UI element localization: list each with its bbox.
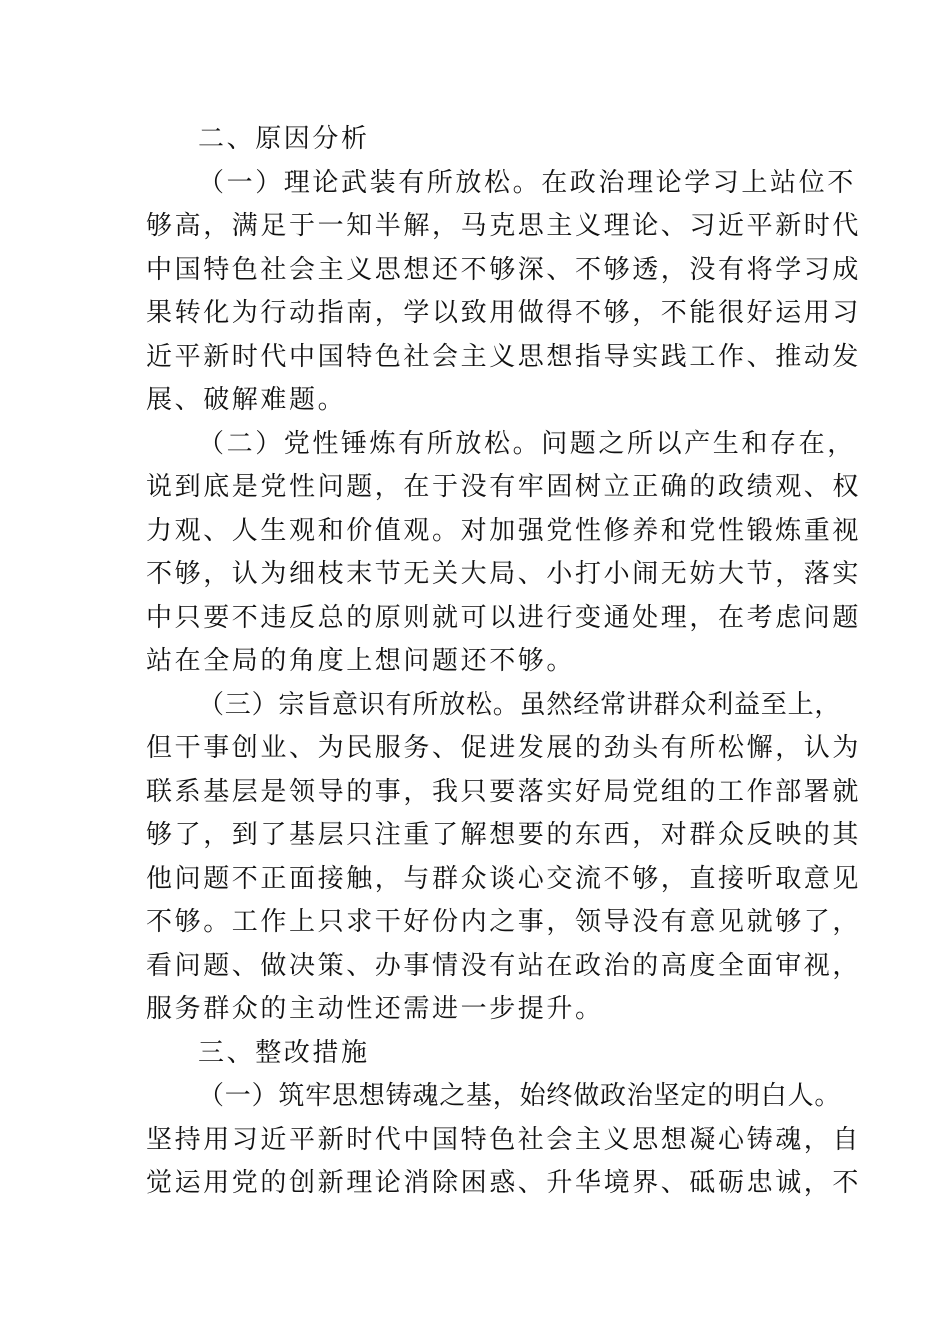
paragraph-line: （三）宗旨意识有所放松。虽然经常讲群众利益至上， — [198, 689, 842, 720]
paragraph-line: 但干事创业、为民服务、促进发展的劲头有所松懈，认为 — [146, 733, 862, 763]
paragraph-line: 他问题不正面接触，与群众谈心交流不够，直接听取意见 — [146, 863, 862, 894]
paragraph-line: （二）党性锤炼有所放松。问题之所以产生和存在， — [198, 428, 856, 459]
paragraph-line: （一）筑牢思想铸魂之基，始终做政治坚定的明白人。 — [198, 1081, 842, 1111]
paragraph-line: 坚持用习近平新时代中国特色社会主义思想凝心铸魂，自 — [146, 1124, 862, 1155]
section-heading-cause-analysis: 二、原因分析 — [198, 124, 370, 154]
paragraph-line: 说到底是党性问题，在于没有牢固树立正确的政绩观、权 — [146, 472, 862, 502]
section-heading-rectification-measures: 三、整改措施 — [198, 1037, 370, 1068]
paragraph-line: 中只要不违反总的原则就可以进行变通处理，在考虑问题 — [146, 602, 862, 633]
paragraph-line: （一）理论武装有所放松。在政治理论学习上站位不 — [198, 167, 856, 198]
paragraph-line: 服务群众的主动性还需进一步提升。 — [146, 994, 604, 1024]
document-body — [146, 118, 862, 1206]
paragraph-line: 联系基层是领导的事，我只要落实好局党组的工作部署就 — [146, 776, 862, 807]
paragraph-line: 看问题、做决策、办事情没有站在政治的高度全面审视， — [146, 950, 862, 981]
paragraph-line: 够高，满足于一知半解，马克思主义理论、习近平新时代 — [146, 211, 862, 241]
paragraph-line: 近平新时代中国特色社会主义思想指导实践工作、推动发 — [146, 341, 862, 372]
paragraph-line: 觉运用党的创新理论消除困惑、升华境界、砥砺忠诚，不 — [146, 1168, 862, 1198]
paragraph-line: 够了，到了基层只注重了解想要的东西，对群众反映的其 — [146, 820, 862, 850]
paragraph-line: 站在全局的角度上想问题还不够。 — [146, 646, 576, 676]
paragraph-line: 不够。工作上只求干好份内之事，领导没有意见就够了， — [146, 907, 862, 937]
paragraph-line: 中国特色社会主义思想还不够深、不够透，没有将学习成 — [146, 254, 862, 285]
paragraph-line: 果转化为行动指南，学以致用做得不够，不能很好运用习 — [146, 298, 862, 328]
paragraph-line: 不够，认为细枝末节无关大局、小打小闹无妨大节，落实 — [146, 559, 862, 589]
paragraph-line: 展、破解难题。 — [146, 385, 347, 415]
paragraph-line: 力观、人生观和价值观。对加强党性修养和党性锻炼重视 — [146, 515, 862, 546]
